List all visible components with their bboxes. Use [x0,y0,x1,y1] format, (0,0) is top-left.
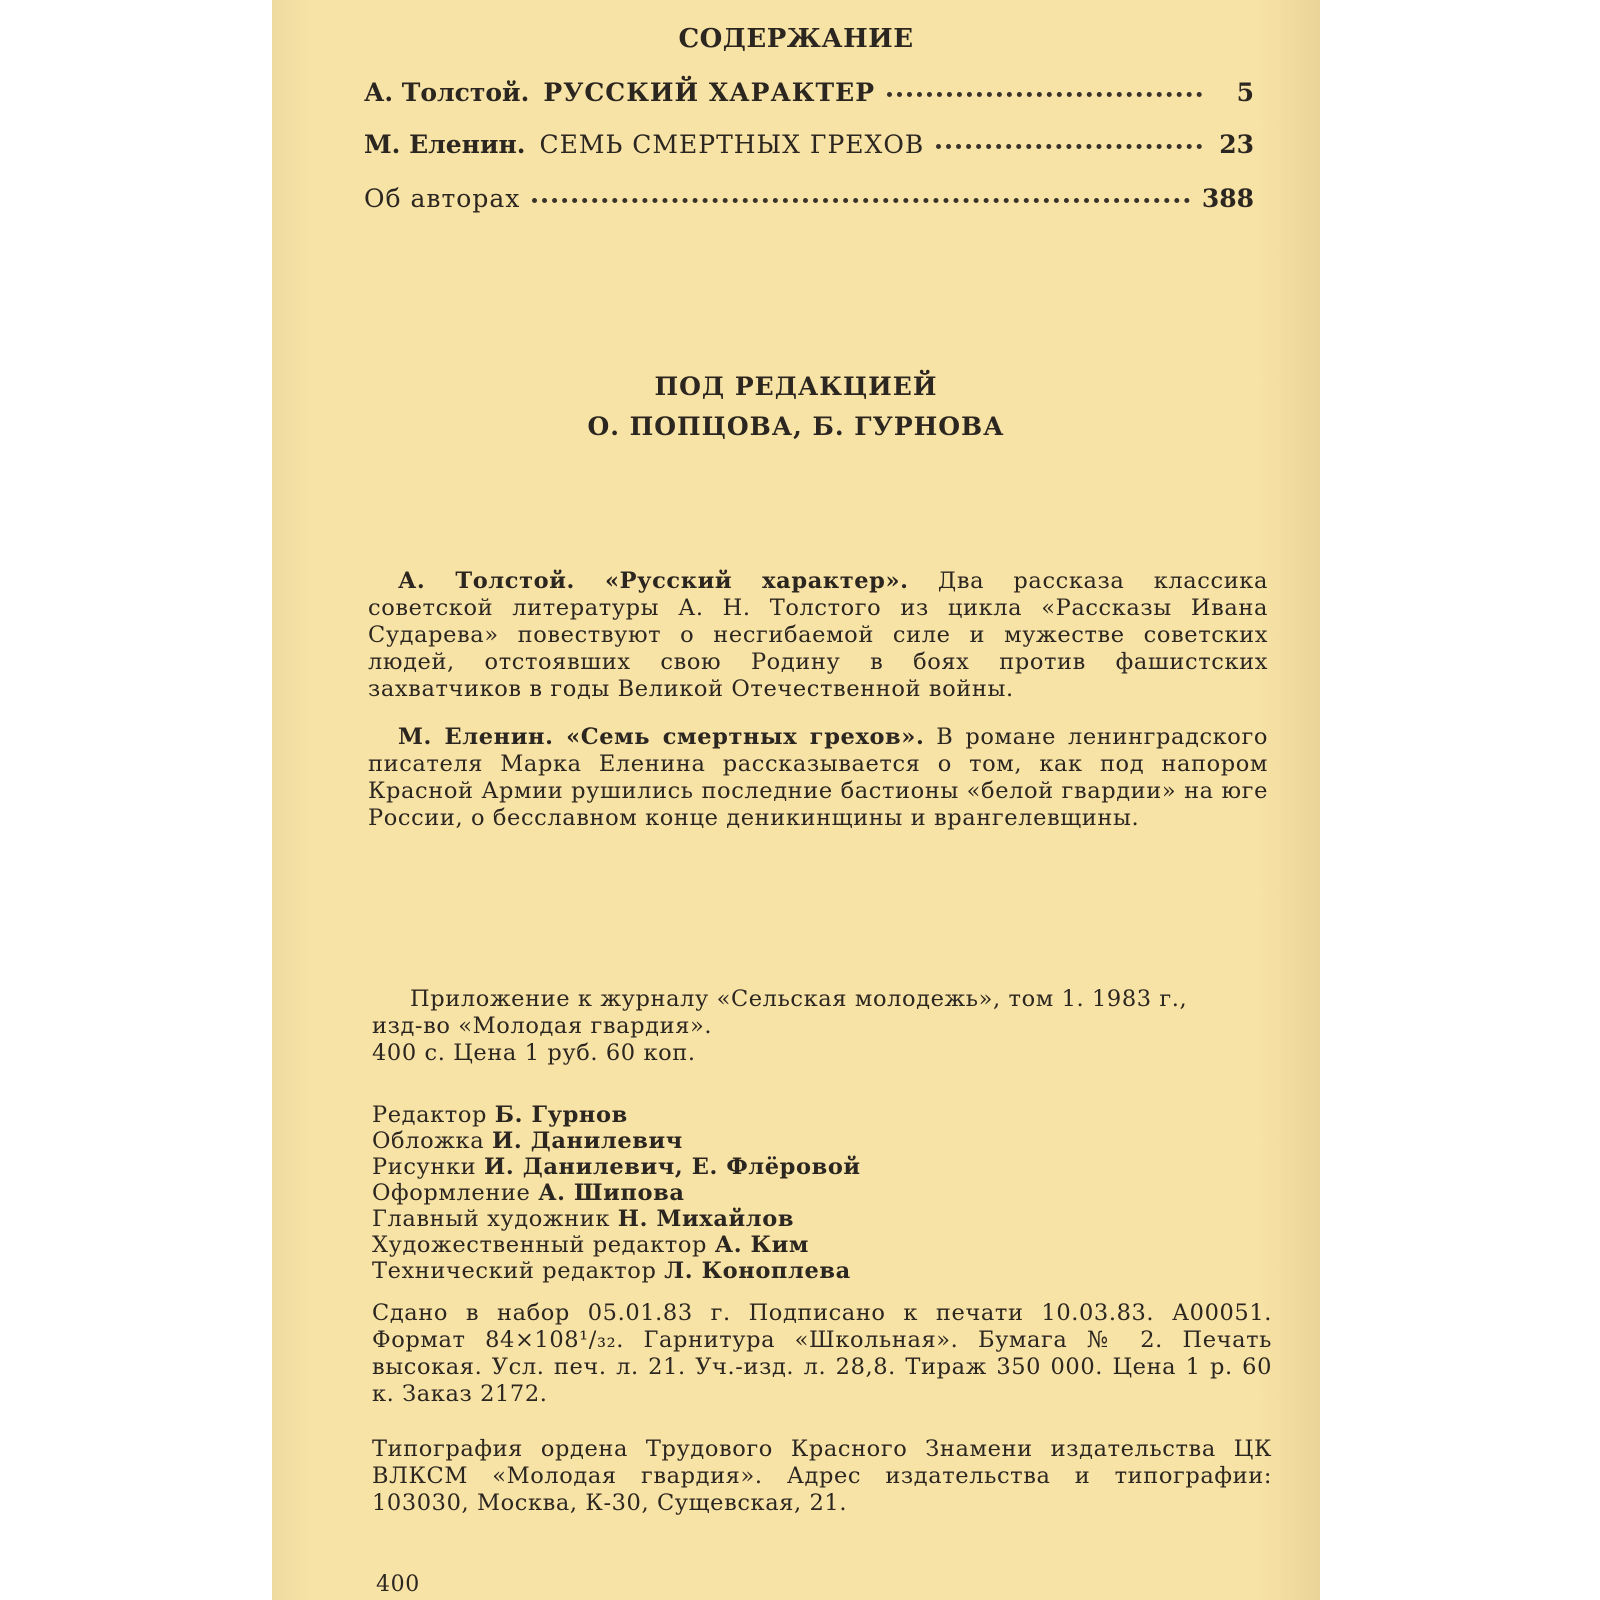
print-info: Сдано в набор 05.01.83 г. Подписано к печати 10.03.83. А00051. Формат 84×108¹/₃₂. Гарнитура «Школьная». Бумага № 2. Печать высокая. Усл. печ. л. 21. Уч.-изд. л. 28,8. Тираж 350 000. Цена 1 р. 60 к. Заказ 2172. [372,1300,1272,1407]
credit-name: А. Шипова [538,1180,685,1206]
credit-name: А. Ким [714,1232,810,1258]
page-number: 400 [376,1572,420,1597]
credit-name: Л. Коноплева [664,1258,851,1284]
typography-info: Типография ордена Трудового Красного Знамени издательства ЦК ВЛКСМ «Молодая гвардия». Адрес издательства и типографии: 103030, Москва, К-30, Сущевская, 21. [372,1436,1272,1516]
annotation-lead: А. Толстой. «Русский характер». [398,568,909,594]
toc-entry-title: СЕМЬ СМЕРТНЫХ ГРЕХОВ [539,130,925,159]
price-line: 400 с. Цена 1 руб. 60 коп. [372,1040,696,1066]
credits-list [372,1102,1072,1284]
credit-role: Рисунки [372,1154,477,1180]
toc-entry-author: А. Толстой. [364,78,530,107]
supplement-line: Приложение к журналу «Сельская молодежь», том 1. 1983 г., [410,986,1188,1012]
dot-leader [532,198,1189,203]
credit-line [372,1232,1072,1258]
credit-role: Редактор [372,1102,487,1128]
annotation-lead: М. Еленин. «Семь смертных грехов». [398,724,925,750]
annotation-elenin [368,724,1268,832]
credit-role: Технический редактор [372,1258,657,1284]
credit-role: Оформление [372,1180,531,1206]
toc-entry-title: РУССКИЙ ХАРАКТЕР [543,78,875,107]
toc-entry [364,78,1254,114]
credit-role: Главный художник [372,1206,611,1232]
credit-line [372,1258,1072,1284]
toc-entry-page: 388 [1201,184,1254,213]
editors-heading-line1: ПОД РЕДАКЦИЕЙ [654,372,938,401]
toc-entry [364,184,1254,220]
credit-name: Н. Михайлов [617,1206,795,1232]
annotation-text: Два рассказа классика советской литературы А. Н. Толстого из цикла «Рассказы Ивана Сударева» повествуют о несгибаемой силе и мужестве советских людей, отстоявших свою Родину в боях против фашистских захватчиков в годы Великой Отечественной войны. [368,568,1268,702]
annotation-tolstoy [368,568,1268,703]
credit-role: Обложка [372,1128,485,1154]
toc-entry-title: Об авторах [364,184,521,213]
credit-role: Художественный редактор [372,1232,707,1258]
dot-leader [936,144,1202,149]
toc-entry-page: 23 [1219,130,1254,159]
dot-leader [887,92,1202,97]
credit-name: Б. Гурнов [494,1102,628,1128]
toc-entry [364,130,1254,166]
toc-entry-author: М. Еленин. [364,130,526,159]
credit-line [372,1206,1072,1232]
credit-line [372,1180,1072,1206]
editors-heading-line2: О. ПОПЦОВА, Б. ГУРНОВА [587,412,1005,441]
annotation-text: В романе ленинградского писателя Марка Еленина рассказывается о том, как под напором Красной Армии рушились последние бастионы «белой гвардии» на юге России, о бесславном конце деникинщины и врангелевщины. [368,724,1268,831]
credit-name: И. Данилевич [491,1128,683,1154]
credit-line [372,1128,1072,1154]
credit-line [372,1102,1072,1128]
toc-entry-page: 5 [1236,78,1254,107]
publisher-line: изд-во «Молодая гвардия». [372,1013,713,1039]
credit-line [372,1154,1072,1180]
credit-name: И. Данилевич, Е. Флёровой [484,1154,861,1180]
book-page [272,0,1320,1600]
toc-title: СОДЕРЖАНИЕ [678,24,914,54]
